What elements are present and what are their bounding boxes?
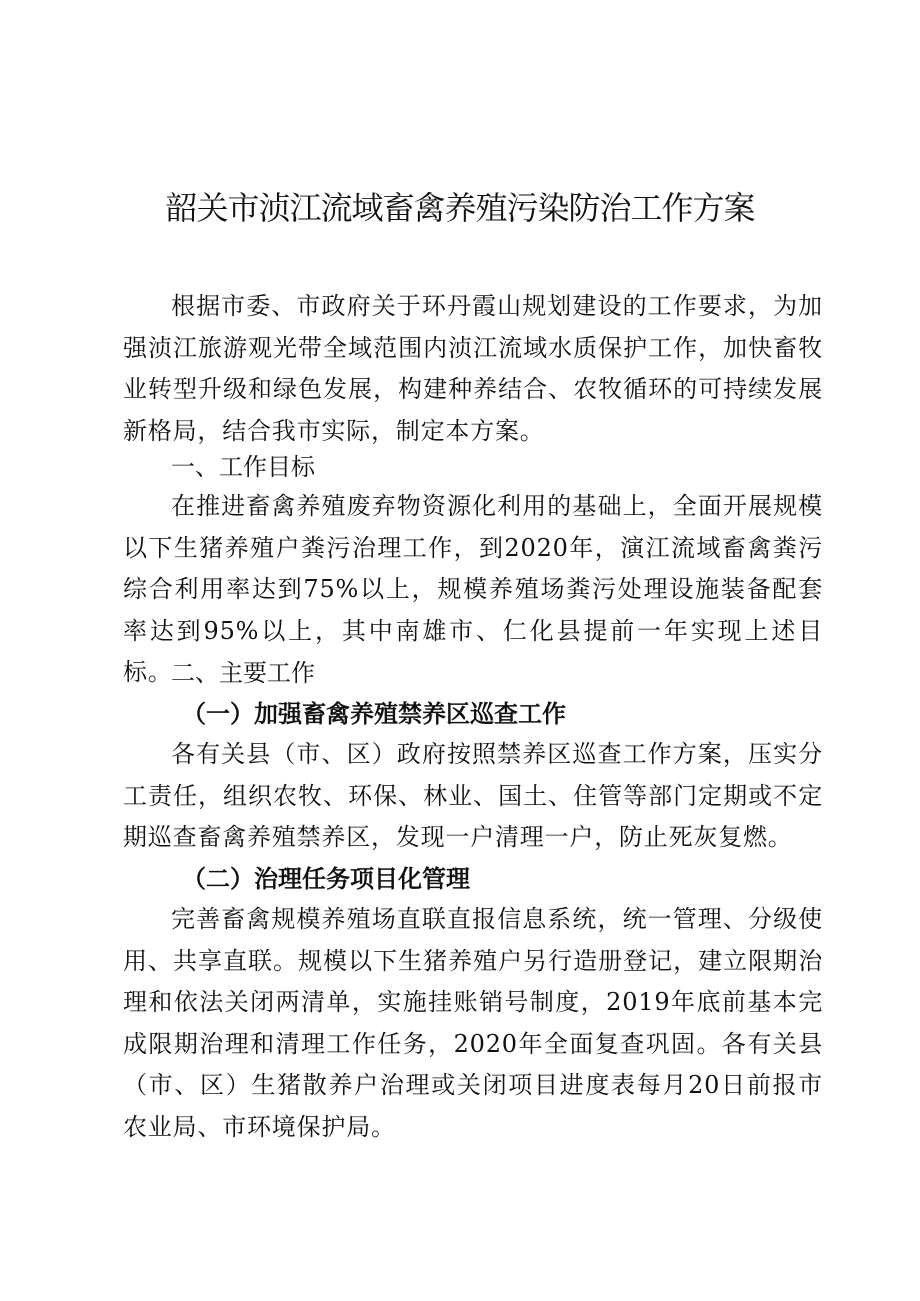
inspection-paragraph: 各有关县（市、区）政府按照禁养区巡查工作方案，压实分工责任，组织农牧、环保、林业、国土、住管等部门定期或不定期巡查畜禽养殖禁养区，发现一户清理一户，防止死灰复燃。 xyxy=(123,740,823,851)
document-title: 韶关市浈江流域畜禽养殖污染防治工作方案 xyxy=(165,189,755,227)
section-heading-main-work: 二、主要工作 xyxy=(171,659,315,687)
project-management-paragraph: 完善畜禽规模养殖场直联直报信息系统，统一管理、分级使用、共享直联。规模以下生猪养殖户另行造册登记，建立限期治理和依法关闭两清单，实施挂账销号制度，2019年底前基本完成限期治理和清理工作任务，2020年全面复查巩固。各有关县（市、区）生猪散养户治理或关闭项目进度表每月20日前报市农业局、市环境保护局。 xyxy=(123,905,823,1141)
intro-paragraph: 根据市委、市政府关于环丹霞山规划建设的工作要求，为加强浈江旅游观光带全域范围内浈江流域水质保护工作，加快畜牧业转型升级和绿色发展，构建种养结合、农牧循环的可持续发展新格局，结合我市实际，制定本方案。 xyxy=(123,292,823,445)
section-heading-goals: 一、工作目标 xyxy=(171,453,315,481)
goals-paragraph: 在推进畜禽养殖废弃物资源化利用的基础上，全面开展规模以下生猪养殖户粪污治理工作，到2020年，演江流域畜禽粪污综合利用率达到75%以上，规模养殖场粪污处理设施装备配套率达到95%以上，其中南雄市、仁化县提前一年实现上述目标。 xyxy=(123,492,823,686)
subsection-heading-inspection: （一）加强畜禽养殖禁养区巡查工作 xyxy=(182,699,566,728)
subsection-heading-project-management: （二）治理任务项目化管理 xyxy=(182,864,470,893)
